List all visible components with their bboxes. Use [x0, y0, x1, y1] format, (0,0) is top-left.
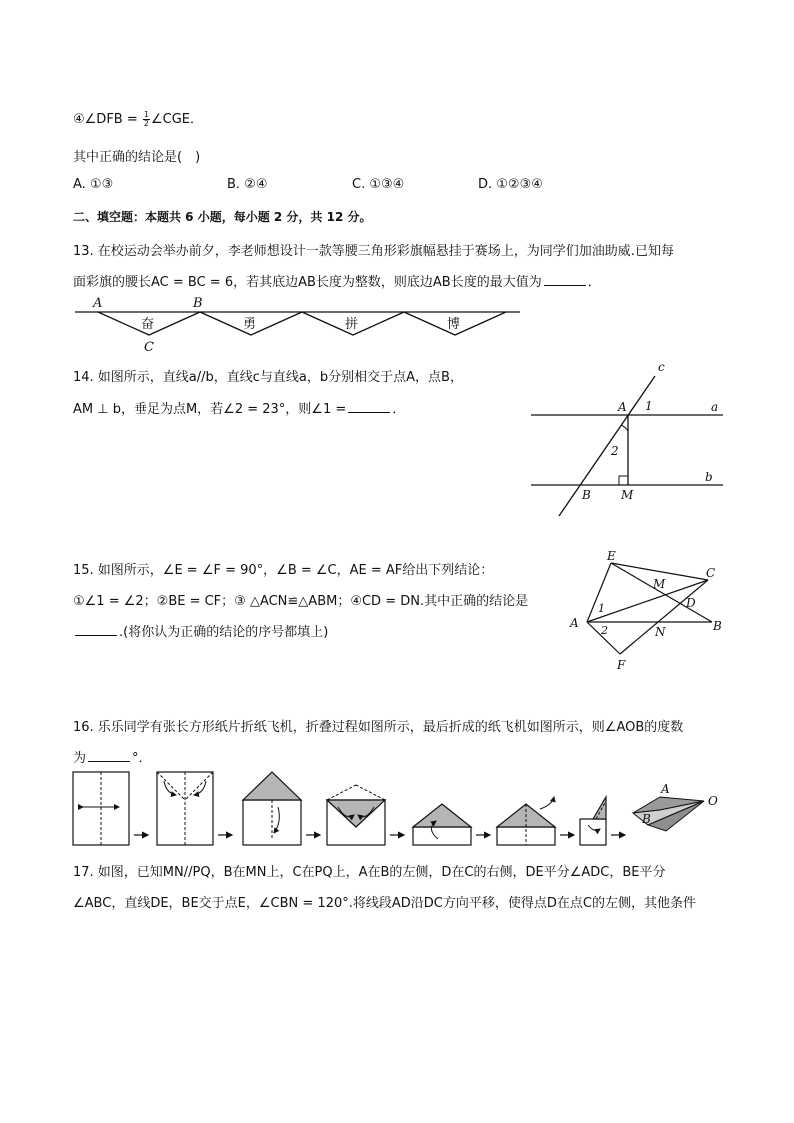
flag-figure: [70, 292, 530, 356]
q13-line-2: [73, 271, 601, 290]
q12-item-4-suffix: ∠CGE．: [150, 112, 203, 127]
q12-option-d: D. ①②③④: [478, 177, 543, 192]
flag-char-4: 博: [447, 317, 461, 332]
paper-plane-folding-figure: [68, 767, 728, 849]
label-b: B: [713, 619, 722, 633]
answer-blank[interactable]: [88, 750, 130, 762]
q12-option-b: B. ②④: [227, 177, 268, 192]
q12-item-4: [73, 108, 203, 128]
q16-line-2-end: °．: [132, 751, 152, 766]
label-c: c: [658, 360, 665, 374]
q15-line-2: ①∠1 = ∠2；②BE = CF；③ △ACN≌△ABM；④CD = DN.其中正确的结论是: [73, 594, 529, 609]
answer-blank[interactable]: [544, 274, 586, 286]
flag-char-3: 拼: [345, 317, 359, 332]
label-m: M: [621, 488, 634, 502]
label-d: D: [686, 596, 696, 610]
q12-item-4-prefix: ④∠DFB =: [73, 112, 142, 127]
q14-line-2-end: ．: [392, 402, 406, 417]
label-a-line: a: [711, 400, 719, 414]
label-b-point: B: [582, 488, 591, 502]
flag-label-c: C: [144, 340, 154, 355]
fraction: [143, 111, 150, 128]
answer-blank[interactable]: [75, 624, 117, 636]
q12-prompt: 其中正确的结论是( ): [73, 150, 201, 165]
q16-line-1: 16. 乐乐同学有张长方形纸片折纸飞机，折叠过程如图所示，最后折成的纸飞机如图所示，则∠AOB的度数: [73, 720, 684, 735]
q13-line-1: 13. 在校运动会举办前夕，李老师想设计一款等腰三角形彩旗幅悬挂于赛场上，为同学们加油助威.已知每: [73, 244, 674, 259]
label-c: C: [706, 566, 716, 580]
label-e: E: [607, 550, 616, 563]
angle-1-label: 1: [598, 602, 605, 615]
label-n: N: [655, 625, 666, 639]
parallel-lines-figure: [525, 358, 730, 523]
q13-line-2-text: 面彩旗的腰长AC = BC = 6，若其底边AB长度为整数，则底边AB长度的最大值为: [73, 275, 542, 290]
plane-label-a: A: [661, 782, 670, 796]
angle-2-label: 2: [611, 444, 619, 458]
flag-char-1: 奋: [141, 317, 155, 332]
q12-option-a: A. ①③: [73, 177, 114, 192]
flag-char-2: 勇: [243, 317, 257, 332]
q14-line-2-text: AM ⊥ b，垂足为点M，若∠2 = 23°，则∠1 =: [73, 402, 347, 417]
section-title: 二、填空题：本题共 6 小题，每小题 2 分，共 12 分。: [73, 210, 372, 224]
label-b-line: b: [705, 470, 713, 484]
plane-label-b: B: [642, 812, 651, 826]
flag-label-a: A: [93, 296, 103, 311]
fraction-numerator: 1: [143, 110, 149, 119]
label-a: A: [570, 616, 579, 630]
q14-line-2: [73, 398, 405, 417]
label-a-point: A: [618, 400, 627, 414]
q17-line-2: ∠ABC，直线DE，BE交于点E，∠CBN = 120°.将线段AD沿DC方向平移，使得点D在点C的左侧，其他条件: [73, 896, 696, 911]
q12-option-c: C. ①③④: [352, 177, 405, 192]
q15-line-3: [73, 621, 328, 640]
q16-line-2: [73, 747, 152, 766]
flag-label-b: B: [193, 296, 203, 311]
answer-blank[interactable]: [348, 401, 390, 413]
q14-line-1: 14. 如图所示，直线a//b，直线c与直线a，b分别相交于点A，点B，: [73, 370, 463, 385]
plane-label-o: O: [708, 794, 718, 808]
q16-line-2-text: 为: [73, 751, 87, 766]
label-f: F: [617, 658, 626, 672]
fraction-denominator: 2: [143, 119, 149, 128]
q17-line-1: 17. 如图，已知MN//PQ，B在MN上，C在PQ上，A在B的左侧，D在C的右侧，DE平分∠ADC，BE平分: [73, 865, 666, 880]
q15-line-1: 15. 如图所示，∠E = ∠F = 90°，∠B = ∠C，AE = AF给出下列结论：: [73, 563, 494, 578]
q13-line-2-end: ．: [587, 275, 601, 290]
angle-1-label: 1: [645, 399, 653, 413]
triangles-figure: [565, 550, 735, 675]
angle-2-label: 2: [601, 624, 608, 637]
label-m: M: [653, 577, 666, 591]
q15-line-3-text: .(将你认为正确的结论的序号都填上): [119, 625, 329, 640]
